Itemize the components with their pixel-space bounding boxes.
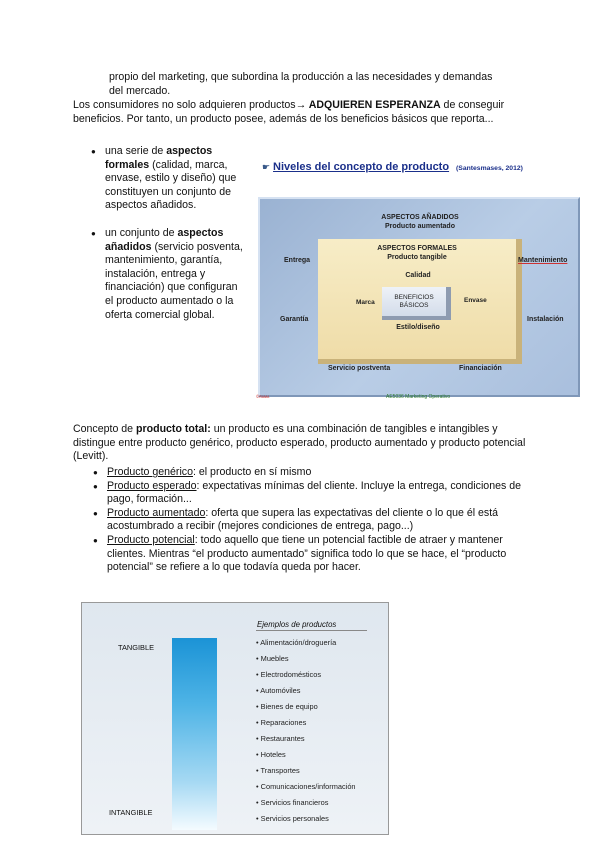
example-item: • Transportes [256,766,300,775]
entrega-label: Entrega [284,257,311,264]
intro-line-4: beneficios. Por tanto, un producto posee, además de los beneficios básicos que reporta... [73,113,494,125]
example-text: Muebles [260,654,289,663]
intro-line-3 [73,99,504,113]
level-item-potential [89,534,529,575]
example-item: • Hoteles [256,750,286,759]
example-item: • Comunicaciones/información [256,782,356,791]
core-label-2: BÁSICOS [399,302,429,309]
diagram-title-row [262,161,523,176]
level-item-augmented [89,507,529,534]
example-text: Servicios personales [260,814,329,823]
total-text: Concepto de [73,423,137,435]
bullet-bold: aspectos formales [105,145,213,171]
core-benefits-box [382,287,451,320]
bullet-text: una serie de [105,145,167,157]
servicio-label: Servicio postventa [328,365,391,372]
example-text: Bienes de equipo [260,702,318,711]
diagram-footer-right: AE5036 Marketing Operativo [386,394,451,400]
mantenimiento-label: Mantenimiento [518,257,568,264]
total-product-paragraph [73,423,528,464]
total-text: un producto es una combinación de tangibles e intangibles y distingue entre producto genérico, producto esperado, producto aumentado y producto potencial (Levitt). [73,423,526,463]
bullet-item-added [87,227,245,322]
tangibility-gradient-bar [172,638,217,830]
envase-label: Envase [464,297,487,304]
example-text: Automóviles [260,686,301,695]
bullet-item-formal [87,145,245,213]
middle-title: ASPECTOS FORMALES [377,245,457,252]
level-term: Producto genérico [107,466,193,478]
marca-label: Marca [356,299,375,306]
level-text: : expectativas mínimas del cliente. Incluye la entrega, condiciones de pago, formación... [107,479,521,506]
example-item: • Alimentación/droguería [256,638,337,647]
bullet-bold: aspectos añadidos [105,226,224,253]
level-item-expected [89,480,529,507]
level-term: Producto esperado [107,479,197,492]
example-text: Alimentación/droguería [260,638,337,647]
calidad-label: Calidad [405,272,431,279]
intangible-label: INTANGIBLE [109,808,153,817]
estilo-label: Estilo/diseño [396,324,440,331]
example-text: Reparaciones [260,718,307,727]
intro-line-1: propio del marketing, que subordina la producción a las necesidades y demandas [109,71,493,83]
outer-title: ASPECTOS AÑADIDOS [381,214,459,221]
intro-line-2: del mercado. [109,85,171,97]
product-levels-list [89,466,529,575]
bullet-text: (servicio posventa, mantenimiento, garantía, instalación, entrega y financiación) que configuran el producto aumentado o la oferta comercial global. [105,240,243,321]
aspects-bullet-list [87,145,245,322]
diagram-source: (Santesmases, 2012) [456,165,523,172]
example-item: • Restaurantes [256,734,305,743]
example-text: Hoteles [260,750,286,759]
outer-subtitle: Producto aumentado [384,223,455,230]
intro-text-end: de conseguir [440,99,505,111]
level-term: Producto aumentado [107,506,206,519]
examples-title: Ejemplos de productos [257,620,337,629]
product-levels-diagram [256,197,580,400]
examples-divider [256,630,367,631]
example-text: Restaurantes [260,734,305,743]
example-item: • Bienes de equipo [256,702,318,711]
example-item: • Electrodomésticos [256,670,322,679]
tangible-label: TANGIBLE [118,643,155,652]
example-item: • Reparaciones [256,718,307,727]
level-item-generic [89,466,529,480]
total-bold: producto total: [136,423,211,435]
diagram-footer-left: ©ʀᴀᴍᴀ [256,394,270,399]
example-item: • Servicios personales [256,814,329,823]
example-text: Transportes [260,766,300,775]
example-item: • Servicios financieros [256,798,329,807]
example-text: Comunicaciones/información [260,782,356,791]
financiacion-label: Financiación [459,365,502,372]
instalacion-label: Instalación [527,316,564,323]
example-item: • Automóviles [256,686,301,695]
tangibility-figure [81,602,389,835]
level-text: : oferta que supera las expectativas del cliente o lo que él está acostumbrado a recibir (mejores condiciones de entrega, pago...) [107,506,499,533]
intro-bold: ADQUIEREN ESPERANZA [306,99,441,111]
bullet-text: (calidad, marca, envase, estilo y diseño) que constituyen un conjunto de aspectos añadidos. [105,158,237,212]
intro-text-start: Los consumidores no solo adquieren productos [73,99,296,111]
hand-pointer-icon: ☛ [262,162,271,172]
core-label-1: BENEFICIOS [394,294,434,301]
example-item: • Muebles [256,654,289,663]
bullet-text: un conjunto de [105,226,178,239]
level-text: : todo aquello que tiene un potencial factible de atraer y mantener clientes. Mientras “el producto aumentado” significa todo lo que se hace, el “producto potencial” se refiere a lo que todavía queda por hacer. [107,533,507,574]
example-text: Servicios financieros [260,798,329,807]
diagram-title: Niveles del concepto de producto [273,161,450,173]
level-term: Producto potencial [107,533,195,546]
level-text: : el producto en sí mismo [192,466,312,478]
example-text: Electrodomésticos [260,670,322,679]
garantia-label: Garantía [280,316,309,323]
middle-subtitle: Producto tangible [387,254,447,261]
formal-aspects-box [318,239,522,364]
arrow-icon: → [295,99,307,111]
